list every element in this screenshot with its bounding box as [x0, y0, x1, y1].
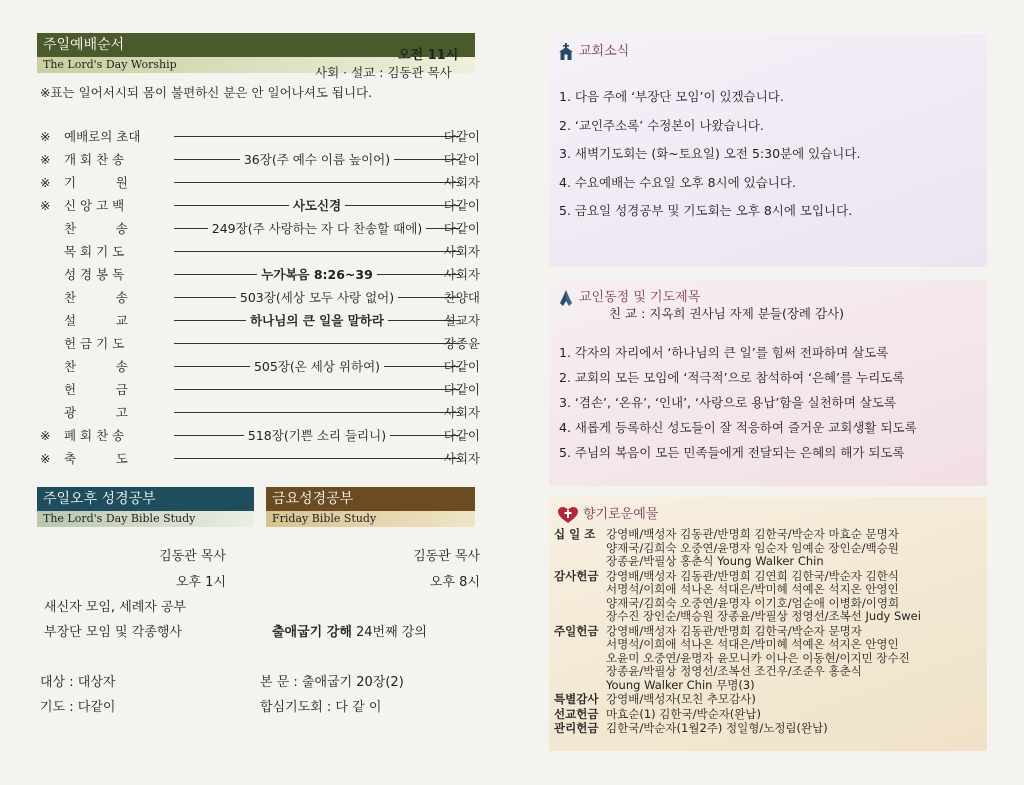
order-item-detail: [174, 125, 460, 148]
prayer-item: 4. 새롭게 등록하신 성도들이 잘 적응하여 즐거운 교회생활 되도록: [559, 420, 917, 435]
offering-group: [554, 722, 984, 736]
offering-group-line: 장종윤/박필상 홍춘식 Young Walker Chin: [606, 554, 824, 568]
offering-group-line: 양재국/김희숙 오중연/윤명자 이기호/엄순애 이병화/이영희: [606, 595, 900, 610]
worship-title-en: The Lord's Day Worship: [37, 57, 475, 73]
order-row: [40, 401, 480, 424]
order-item-person: 설교자: [443, 313, 480, 328]
order-item-title: 성 경 봉 독: [64, 267, 125, 282]
friday-study-time: 오후 8시: [429, 575, 480, 590]
offering-group-label: 십 일 조: [554, 527, 596, 541]
order-item-title: 예배로의 초대: [64, 129, 141, 144]
offering-group-line: 강영배/백성자 김동관/반명희 김연희 김한국/박순자 김한식: [606, 568, 899, 583]
order-item-title: 헌 금: [64, 382, 128, 397]
offering-group-line: 장종윤/박필상 정영선/조복선 조건우/조준우 홍춘식: [606, 664, 862, 678]
order-item-person: 사회자: [443, 267, 480, 282]
offering-group-label: 특별감사: [554, 692, 599, 706]
stand-mark: ※: [40, 451, 51, 466]
order-item-detail: [174, 309, 460, 332]
order-item-detail-text: 하나님의 큰 일을 말하라: [246, 313, 388, 328]
order-item-person: 장종윤: [443, 336, 480, 351]
order-item-detail: [174, 355, 460, 378]
church-icon: [557, 43, 575, 61]
order-item-person: 찬양대: [443, 290, 480, 305]
news-item: 4. 수요예배는 수요일 오후 8시에 있습니다.: [559, 174, 796, 190]
stand-mark: ※: [40, 152, 51, 167]
friday-study-lecture: 출애굽기 강해 24번째 강의: [272, 625, 427, 640]
order-item-person: 다같이: [443, 198, 480, 213]
order-item-title: 찬 송: [64, 359, 128, 374]
offering-group-label: 선교헌금: [554, 706, 599, 721]
offering-group-line: 장수진 장인순/백승원 장종윤/박필상 정영선/조복선 Judy Swei: [606, 609, 921, 623]
church-news-title: 교회소식: [579, 44, 630, 59]
order-item-detail: [174, 424, 460, 447]
offering-group-label: 관리헌금: [554, 721, 599, 735]
news-item: 1. 다음 주에 ‘부장단 모임’이 있겠습니다.: [559, 89, 784, 104]
stand-mark: ※: [40, 129, 51, 144]
sunday-study-header: [37, 487, 254, 527]
offering-group-line: 마효순(1) 김한국/박순자(완납): [606, 706, 761, 721]
offering-group-line: 서명석/이희애 석나온 석대은/박미혜 석예온 석지온 안영인: [606, 582, 899, 596]
order-item-title: 폐 회 찬 송: [64, 428, 125, 443]
offering-title: 향기로운예물: [583, 507, 659, 522]
order-item-detail: [174, 447, 460, 470]
order-item-detail-text: 503장(세상 모두 사랑 없어): [236, 290, 398, 305]
offering-group: [554, 708, 984, 722]
order-row: [40, 171, 480, 194]
order-row: [40, 148, 480, 171]
offering-group-line: 강영배/백성자(모친 추모감사): [606, 692, 756, 706]
order-item-title: 개 회 찬 송: [64, 152, 125, 167]
offering-group-line: 강영배/백성자 김동관/반명희 김한국/박순자 마효순 문명자: [606, 527, 899, 541]
order-item-detail: [174, 148, 460, 171]
worship-time: 오전 11시: [398, 48, 459, 63]
heart-cross-icon: [557, 506, 579, 524]
order-item-person: 사회자: [443, 244, 480, 259]
order-row: [40, 263, 480, 286]
sunday-study-line2: 부장단 모임 및 각종행사: [44, 625, 182, 640]
order-item-detail: [174, 263, 460, 286]
order-item-detail: [174, 171, 460, 194]
order-item-person: 다같이: [443, 129, 480, 144]
order-item-detail-text: 사도신경: [289, 198, 345, 213]
offering-group-line: 강영배/백성자 김동관/반명희 김한국/박순자 문명자: [606, 623, 862, 638]
order-row: [40, 378, 480, 401]
sunday-study-time: 오후 1시: [175, 575, 226, 590]
prayer-item: 1. 각자의 자리에서 ‘하나님의 큰 일’를 힘써 전파하며 살도록: [559, 345, 889, 360]
prayer-item: 2. 교회의 모든 모임에 ‘적극적’으로 참석하여 ‘은혜’를 누리도록: [559, 370, 905, 385]
prayer-box: [549, 280, 987, 486]
order-item-person: 다같이: [443, 428, 480, 443]
offering-group-line: Young Walker Chin 무명(3): [606, 677, 755, 692]
order-item-title: 기 원: [64, 175, 128, 190]
news-item: 5. 금요일 성경공부 및 기도회는 오후 8시에 모입니다.: [559, 203, 853, 218]
order-row: [40, 217, 480, 240]
sunday-study-leader: 김동관 목사: [159, 549, 226, 564]
order-item-person: 사회자: [443, 175, 480, 190]
order-row: [40, 286, 480, 309]
order-item-person: 다같이: [443, 382, 480, 397]
offering-group: [554, 570, 984, 624]
order-item-title: 축 도: [64, 451, 128, 466]
order-item-person: 다같이: [443, 359, 480, 374]
order-item-title: 신 앙 고 백: [64, 198, 125, 213]
order-row: [40, 355, 480, 378]
sunday-study-title-en: The Lord's Day Bible Study: [37, 511, 254, 527]
order-item-detail-text: 36장(주 예수 이름 높이어): [240, 152, 394, 167]
order-item-person: 사회자: [443, 451, 480, 466]
prayer-family-note: 친 교 : 지옥희 권사님 자제 분들(장례 감사): [609, 306, 844, 321]
sunday-study-line1: 새신자 모임, 세례자 공부: [44, 600, 187, 615]
order-row: [40, 332, 480, 355]
stand-mark: ※: [40, 198, 51, 213]
sunday-study-target: 대상 : 대상자: [40, 675, 116, 690]
order-item-detail: [174, 401, 460, 424]
worship-order-list: [40, 125, 480, 470]
offering-group-line: 김한국/박순자(1월2주) 정일형/노정림(완납): [606, 721, 828, 735]
order-item-detail: [174, 194, 460, 217]
offering-group-line: 오윤미 오중연/윤명자 윤모니카 이나은 이동현/이지민 장수진: [606, 650, 910, 665]
order-row: [40, 125, 480, 148]
order-item-title: 광 고: [64, 405, 128, 420]
order-item-detail: [174, 240, 460, 263]
order-row: [40, 194, 480, 217]
offering-header: [557, 503, 658, 527]
friday-study-title: 금요성경공부: [266, 487, 475, 511]
order-item-detail-text: 505장(온 세상 위하여): [250, 359, 384, 374]
offering-group: [554, 693, 984, 707]
offering-group-line: 서명석/이희애 석나온 석대은/박미혜 석예온 석지온 안영인: [606, 637, 899, 651]
offering-group: [554, 625, 984, 693]
friday-study-header: [266, 487, 475, 527]
offering-group-line: 양재국/김희숙 오중연/윤명자 임순자 임예순 장인순/백승원: [606, 540, 899, 555]
order-item-detail: [174, 332, 460, 355]
order-item-detail: [174, 217, 460, 240]
church-news-header: [557, 40, 629, 64]
order-row: [40, 309, 480, 332]
friday-study-leader: 김동관 목사: [413, 549, 480, 564]
offering-box: [549, 497, 987, 751]
offering-group-label: 감사헌금: [554, 568, 599, 583]
prayer-title: 교인동정 및 기도제목: [579, 290, 701, 305]
order-item-detail: [174, 378, 460, 401]
order-row: [40, 240, 480, 263]
friday-study-prayer: 합심기도회 : 다 같 이: [260, 700, 382, 715]
order-item-person: 다같이: [443, 221, 480, 236]
order-item-detail-text: 누가복음 8:26~39: [257, 267, 377, 282]
prayer-item: 5. 주님의 복음이 모든 민족들에게 전달되는 은혜의 해가 되도록: [559, 445, 905, 460]
prayer-item: 3. ‘겸손’, ‘온유’, ‘인내’, ‘사랑으로 용납’함을 실천하며 살도록: [559, 395, 897, 410]
order-item-detail-text: 249장(주 사랑하는 자 다 찬송할 때에): [208, 221, 426, 236]
order-row: [40, 424, 480, 447]
order-item-title: 찬 송: [64, 290, 128, 305]
friday-study-text: 본 문 : 출애굽기 20장(2): [260, 675, 404, 690]
friday-study-title-en: Friday Bible Study: [266, 511, 475, 527]
sunday-study-prayer: 기도 : 다같이: [40, 700, 116, 715]
news-item: 3. 새벽기도회는 (화~토요일) 오전 5:30분에 있습니다.: [559, 146, 861, 161]
order-item-title: 목 회 기 도: [64, 244, 125, 259]
praying-hands-icon: [557, 289, 575, 307]
sunday-study-title: 주일오후 성경공부: [37, 487, 254, 511]
worship-title: 주일예배순서: [37, 33, 475, 57]
order-item-title: 헌 금 기 도: [64, 336, 125, 351]
church-news-box: [549, 34, 987, 267]
stand-mark: ※: [40, 428, 51, 443]
worship-note: ※표는 일어서시되 몸이 불편하신 분은 안 일어나셔도 됩니다.: [40, 85, 373, 100]
order-item-person: 다같이: [443, 152, 480, 167]
order-item-detail: [174, 286, 460, 309]
order-item-person: 사회자: [443, 405, 480, 420]
order-row: [40, 447, 480, 470]
order-item-title: 설 교: [64, 313, 128, 328]
news-item: 2. ‘교인주소록’ 수정본이 나왔습니다.: [559, 117, 764, 133]
order-item-detail-text: 518장(기쁜 소리 들리니): [244, 428, 390, 443]
order-item-title: 찬 송: [64, 221, 128, 236]
worship-leader: 사회 · 설교 : 김동관 목사: [315, 65, 452, 80]
offering-group-label: 주일헌금: [554, 623, 599, 638]
offering-group: [554, 528, 984, 569]
stand-mark: ※: [40, 175, 51, 190]
